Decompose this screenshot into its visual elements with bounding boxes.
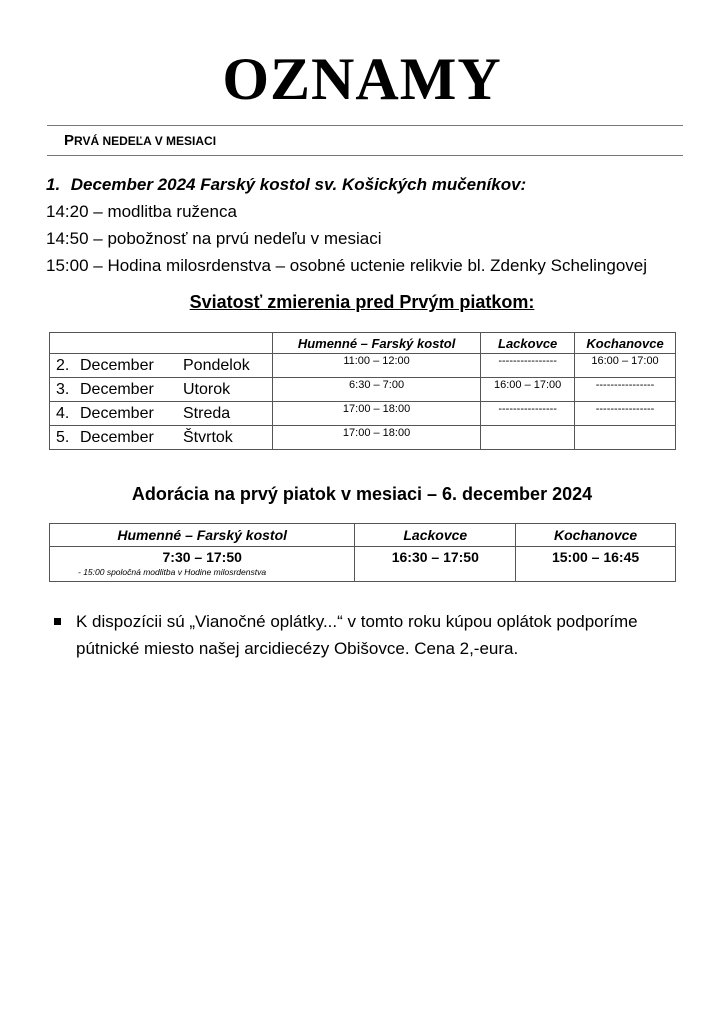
- section-label: [64, 132, 216, 149]
- page-title: OZNAMY: [222, 46, 502, 112]
- table-header-row: [50, 524, 676, 547]
- humenne-time: 6:30 – 7:00: [272, 378, 480, 402]
- weekday: Utorok: [183, 380, 231, 398]
- schedule-line: 14:20 – modlitba ruženca: [46, 202, 237, 221]
- adoration-heading: Adorácia na prvý piatok v mesiaci – 6. december 2024: [131, 484, 593, 504]
- month-label: December: [80, 356, 154, 374]
- day-number: 3.: [56, 380, 70, 398]
- day-number: 5.: [56, 428, 70, 446]
- event-number: 1.: [46, 175, 61, 194]
- bottom-divider: [47, 155, 683, 156]
- column-header: Lackovce: [355, 524, 516, 547]
- humenne-time: 7:30 – 17:50: [162, 549, 242, 565]
- bullet-square-icon: [54, 618, 61, 625]
- column-header: Humenné – Farský kostol: [272, 333, 480, 354]
- adoration-table: [49, 523, 676, 582]
- humenne-cell: [50, 547, 355, 582]
- kochanovce-time: 16:00 – 17:00: [575, 354, 676, 378]
- confession-heading: [0, 291, 724, 313]
- month-label: December: [80, 428, 154, 446]
- day-cell: [50, 402, 273, 426]
- column-header: [50, 333, 273, 354]
- column-header: Kochanovce: [516, 524, 676, 547]
- weekday: Pondelok: [183, 356, 250, 374]
- table-row: [50, 547, 676, 582]
- table-row: [50, 354, 676, 378]
- table-row: [50, 426, 676, 450]
- kochanovce-time: ----------------: [575, 402, 676, 426]
- humenne-note: - 15:00 spoločná modlitba v Hodine milosrdenstva: [78, 567, 267, 577]
- day-cell: [50, 426, 273, 450]
- humenne-time: 11:00 – 12:00: [272, 354, 480, 378]
- humenne-time: 17:00 – 18:00: [272, 402, 480, 426]
- weekday: Štvrtok: [183, 428, 233, 446]
- month-label: December: [80, 380, 154, 398]
- lackovce-time: 16:30 – 17:50: [391, 549, 479, 565]
- section-label-rest: RVÁ NEDEĽA V MESIACI: [74, 134, 217, 148]
- lackovce-time: [481, 426, 575, 450]
- kochanovce-cell: [516, 547, 676, 582]
- kochanovce-time: 15:00 – 16:45: [551, 549, 640, 565]
- confession-heading-text: Sviatosť zmierenia pred Prvým piatkom:: [189, 292, 535, 312]
- table-row: [50, 402, 676, 426]
- day-cell: [50, 354, 273, 378]
- humenne-time: 17:00 – 18:00: [272, 426, 480, 450]
- table-row: [50, 378, 676, 402]
- event-heading-text: December 2024 Farský kostol sv. Košických mučeníkov:: [70, 175, 527, 194]
- day-number: 2.: [56, 356, 70, 374]
- notice-text: K dispozícii sú „Vianočné oplátky...“ v tomto roku kúpou oplátok podporíme pútnické miesto našej arcidiecézy Obišovce. Cena 2,-eura.: [76, 612, 638, 658]
- day-number: 4.: [56, 404, 70, 422]
- event-heading: [46, 174, 526, 196]
- top-divider: [47, 125, 683, 126]
- day-cell: [50, 378, 273, 402]
- lackovce-time: 16:00 – 17:00: [481, 378, 575, 402]
- kochanovce-time: ----------------: [575, 378, 676, 402]
- lackovce-time: ----------------: [481, 402, 575, 426]
- confession-table: [49, 332, 676, 450]
- kochanovce-time: [575, 426, 676, 450]
- schedule-line: 14:50 – pobožnosť na prvú nedeľu v mesiaci: [46, 229, 382, 248]
- column-header: Lackovce: [481, 333, 575, 354]
- section-label-initial: P: [64, 132, 75, 149]
- weekday: Streda: [183, 404, 231, 422]
- lackovce-time: ----------------: [481, 354, 575, 378]
- month-label: December: [80, 404, 154, 422]
- notice-item: [54, 608, 686, 662]
- column-header: Kochanovce: [575, 333, 676, 354]
- lackovce-cell: [355, 547, 516, 582]
- schedule-line: 15:00 – Hodina milosrdenstva – osobné uctenie relikvie bl. Zdenky Schelingovej: [46, 256, 648, 275]
- column-header: Humenné – Farský kostol: [50, 524, 355, 547]
- table-header-row: [50, 333, 676, 354]
